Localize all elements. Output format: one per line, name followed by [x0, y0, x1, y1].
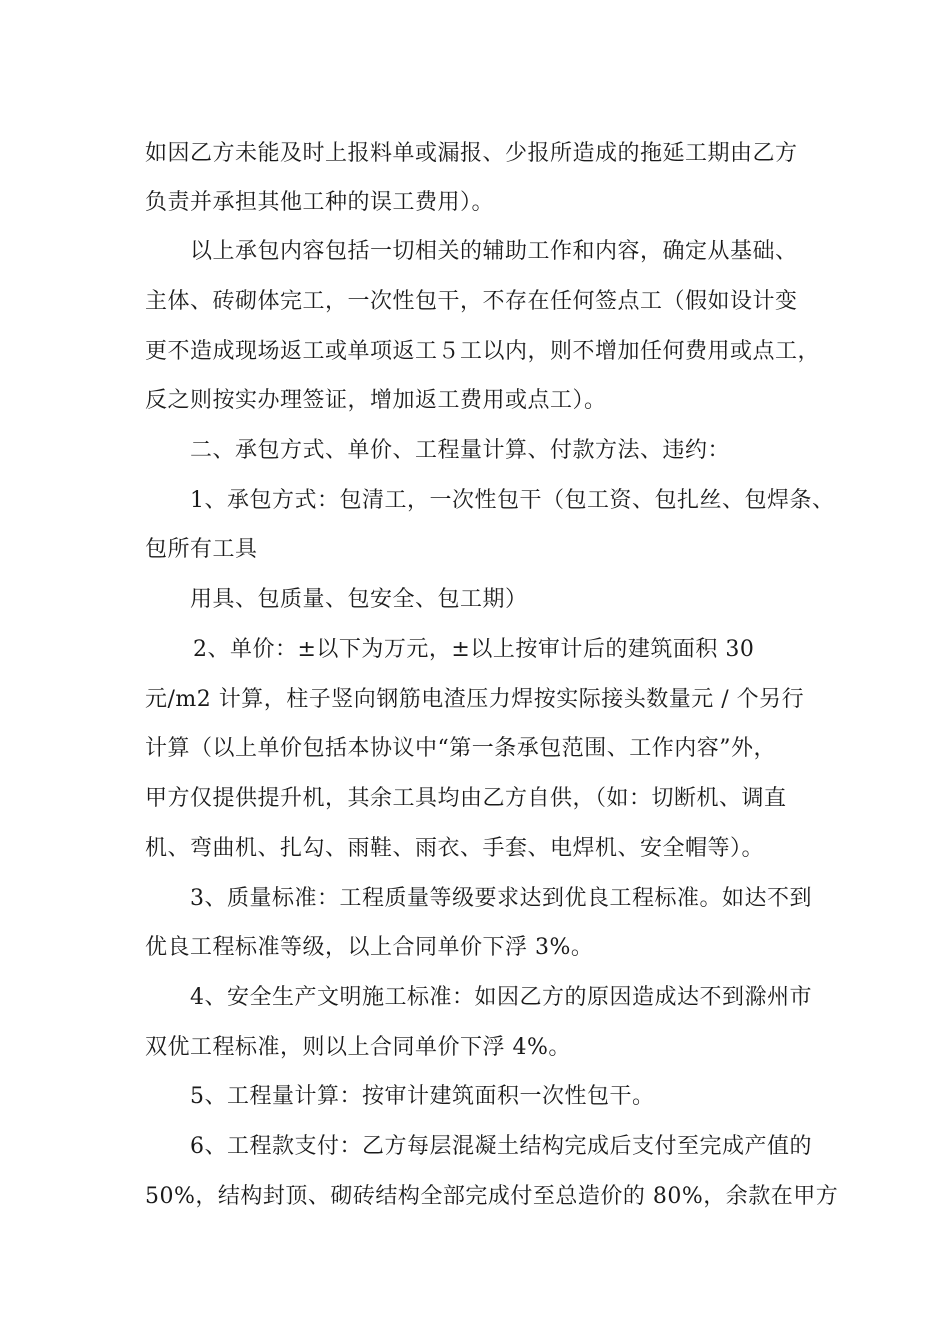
text-line: 主体、砖砌体完工，一次性包干，不存在任何签点工（假如设计变	[145, 289, 798, 314]
text-line: 1、承包方式：包清工，一次性包干（包工资、包扎丝、包焊条、	[190, 488, 835, 513]
text-line: 更不造成现场返工或单项返工５工以内，则不增加任何费用或点工，	[145, 339, 821, 364]
text-line: 3、质量标准：工程质量等级要求达到优良工程标准。如达不到	[190, 886, 812, 911]
text-line: 以上承包内容包括一切相关的辅助工作和内容，确定从基础、	[190, 239, 798, 264]
text-line: 计算（以上单价包括本协议中“第一条承包范围、工作内容”外，	[145, 736, 776, 761]
text-line: 反之则按实办理签证，增加返工费用或点工）。	[145, 388, 607, 413]
text-line: 用具、包质量、包安全、包工期）	[190, 587, 528, 612]
text-line: 负责并承担其他工种的误工费用）。	[145, 190, 495, 215]
text-line: 6、工程款支付：乙方每层混凝土结构完成后支付至完成产值的	[190, 1134, 812, 1159]
text-line: 如因乙方未能及时上报料单或漏报、少报所造成的拖延工期由乙方	[145, 141, 798, 166]
text-line: 元/m2 计算，柱子竖向钢筋电渣压力焊按实际接头数量元 / 个另行	[145, 687, 805, 712]
section-heading: 二、承包方式、单价、工程量计算、付款方法、违约：	[190, 438, 731, 463]
text-line: 双优工程标准，则以上合同单价下浮 4%。	[145, 1035, 571, 1060]
text-line: 优良工程标准等级，以上合同单价下浮 3%。	[145, 935, 594, 960]
text-line: 甲方仅提供提升机，其余工具均由乙方自供，（如：切断机、调直	[145, 786, 787, 811]
text-line: 包所有工具	[145, 537, 258, 562]
text-line: 50%，结构封顶、砌砖结构全部完成付至总造价的 80%，余款在甲方	[145, 1184, 839, 1209]
text-line: 机、弯曲机、扎勾、雨鞋、雨衣、手套、电焊机、安全帽等）。	[145, 836, 765, 861]
text-line: 2、单价：±以下为万元，±以上按审计后的建筑面积 30	[193, 637, 755, 662]
text-line: 4、安全生产文明施工标准：如因乙方的原因造成达不到滁州市	[190, 985, 812, 1010]
text-line: 5、工程量计算：按审计建筑面积一次性包干。	[190, 1084, 655, 1109]
